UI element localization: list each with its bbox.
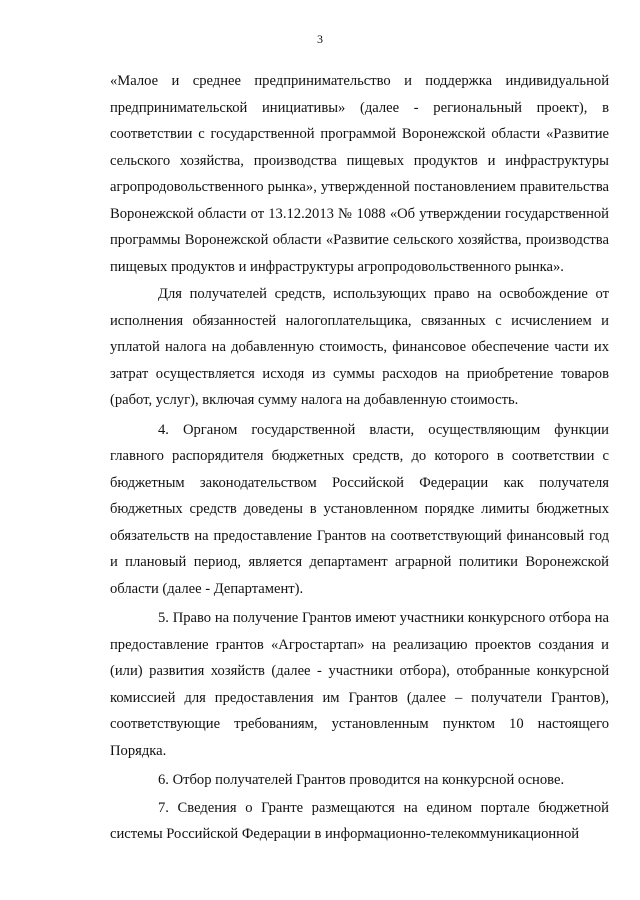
paragraph-item-4: 4. Органом государственной власти, осуществляющим функции главного распорядителя бюджетных средств, до которого в соответствии с бюджетным законодательством Российской Федерации как получателя бюджетных средств доведены в установленном порядке лимиты бюджетных обязательств на предоставление Грантов на соответствующий финансовый год и плановый период, является департамент аграрной политики Воронежской области (далее - Департамент). <box>110 421 609 597</box>
body-text <box>110 68 609 848</box>
paragraph-item-5: 5. Право на получение Грантов имеют участники конкурсного отбора на предоставление грантов «Агростартап» на реализацию проектов создания и (или) развития хозяйств (далее - участники отбора), отобранные конкурсной комиссией для предоставления им Грантов (далее – получатели Грантов), соответствующие требованиям, установленным пунктом 10 настоящего Порядка. <box>110 610 609 759</box>
paragraph-item-7: 7. Сведения о Гранте размещаются на едином портале бюджетной системы Российской Федерации в информационно-телекоммуникационной <box>110 799 609 842</box>
paragraph-item-6: 6. Отбор получателей Грантов проводится на конкурсной основе. <box>158 772 565 788</box>
paragraph-continuation: «Малое и среднее предпринимательство и поддержка индивидуальной предпринимательской инициативы» (далее - региональный проект), в соответствии с государственной программой Воронежской области «Развитие сельского хозяйства, производства пищевых продуктов и инфраструктуры агропродовольственного рынка», утвержденной постановлением правительства Воронежской области от 13.12.2013 № 1088 «Об утверждении государственной программы Воронежской области «Развитие сельского хозяйства, производства пищевых продуктов и инфраструктуры агропродовольственного рынка». <box>110 73 609 275</box>
paragraph-vat-exemption: Для получателей средств, использующих право на освобождение от исполнения обязанностей налогоплательщика, связанных с исчислением и уплатой налога на добавленную стоимость, финансовое обеспечение части их затрат осуществляется исходя из суммы расходов на приобретение товаров (работ, услуг), включая сумму налога на добавленную стоимость. <box>110 286 609 408</box>
page-number: 3 <box>317 32 323 46</box>
